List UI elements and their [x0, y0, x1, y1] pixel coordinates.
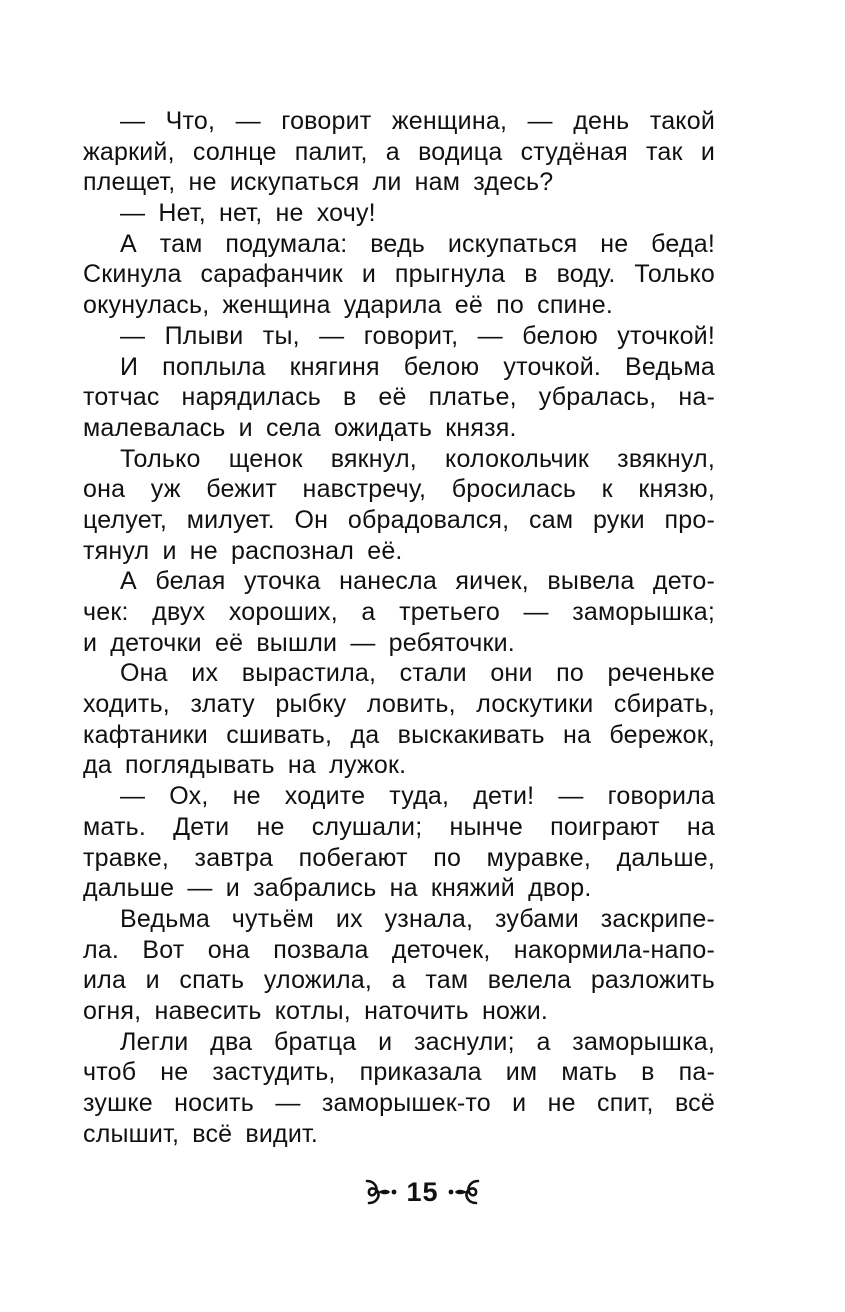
text-line: травке, завтра побегают по муравке, дальше,	[83, 843, 715, 872]
text-line: Только щенок вякнул, колокольчик звякнул,	[120, 444, 715, 473]
text-line: — Нет, нет, не хочу!	[120, 199, 376, 228]
text-line: тянул и не распознал её.	[83, 536, 403, 565]
text-line: чтоб не застудить, приказала им мать в па-	[83, 1058, 715, 1087]
text-line: ходить, злату рыбку ловить, лоскутики сбирать,	[83, 690, 715, 719]
text-line: и деточки её вышли — ребяточки.	[83, 628, 515, 657]
text-line: Легли два братца и заснули; а заморышка,	[120, 1027, 715, 1056]
text-line: да поглядывать на лужок.	[83, 751, 407, 780]
text-line: чек: двух хороших, а третьего — заморышка;	[83, 598, 715, 626]
text-line: — Плыви ты, — говорит, — белою уточкой!	[120, 321, 715, 350]
text-line: мать. Дети не слушали; нынче поиграют на	[83, 812, 715, 841]
page-body-text	[83, 106, 715, 1149]
swirl-ornament-left-icon	[364, 1177, 398, 1207]
text-line: она уж бежит навстречу, бросилась к князю,	[83, 475, 715, 504]
text-line: огня, навесить котлы, наточить ножи.	[83, 996, 549, 1025]
text-line: окунулась, женщина ударила её по спине.	[83, 291, 613, 320]
text-line: зушке носить — заморышек-то и не спит, всё	[83, 1089, 715, 1117]
text-line: слышит, всё видит.	[83, 1119, 319, 1148]
text-line: жаркий, солнце палит, а водица студёная так и	[83, 137, 715, 166]
page-footer	[0, 1174, 845, 1210]
text-line: дальше — и забрались на княжий двор.	[83, 874, 592, 903]
text-line: кафтаники сшивать, да выскакивать на бережок,	[83, 720, 715, 749]
text-line: А белая уточка нанесла яичек, вывела дето-	[120, 567, 715, 596]
text-line: тотчас нарядилась в её платье, убралась, на-	[83, 383, 715, 412]
text-line: И поплыла княгиня белою уточкой. Ведьма	[120, 352, 715, 381]
swirl-ornament-right-icon	[447, 1177, 481, 1207]
text-line: Она их вырастила, стали они по реченьке	[120, 659, 715, 688]
text-line: Ведьма чутьём их узнала, зубами заскрипе-	[120, 904, 715, 933]
text-line: А там подумала: ведь искупаться не беда!	[120, 229, 715, 258]
text-line: — Что, — говорит женщина, — день такой	[120, 107, 715, 135]
text-line: Скинула сарафанчик и прыгнула в воду. Только	[83, 260, 715, 289]
text-line: целует, милует. Он обрадовался, сам руки про-	[83, 505, 715, 534]
text-line: ла. Вот она позвала деточек, накормила-напо-	[83, 935, 715, 964]
text-line: малевалась и села ожидать князя.	[83, 413, 517, 442]
page-number: 15	[406, 1177, 439, 1207]
text-line: ила и спать уложила, а там велела разложить	[83, 966, 715, 995]
text-line: плещет, не искупаться ли нам здесь?	[83, 168, 554, 197]
text-line: — Ох, не ходите туда, дети! — говорила	[120, 782, 715, 811]
